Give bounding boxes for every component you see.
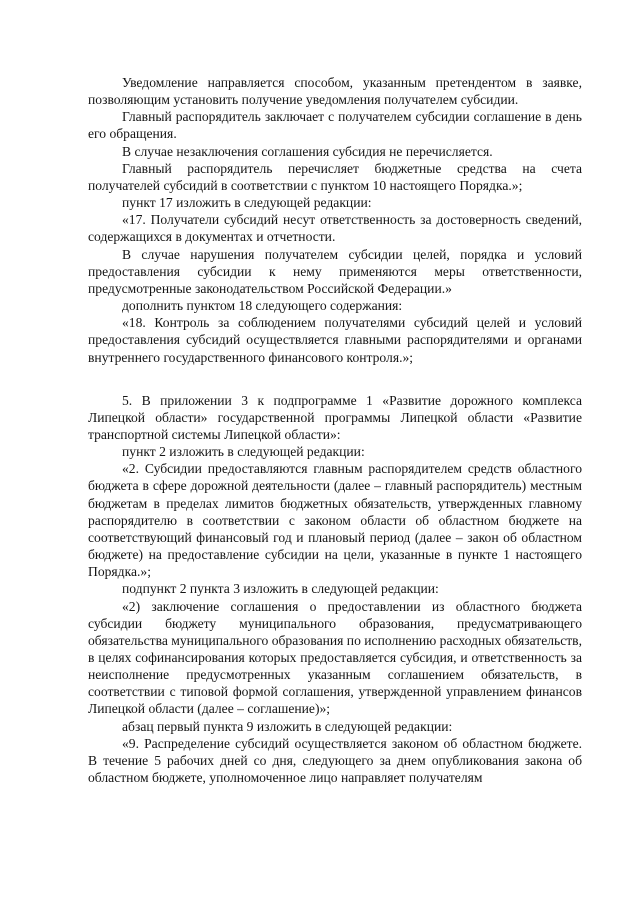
- paragraph-subitem-2-intro: подпункт 2 пункта 3 изложить в следующей редакции:: [122, 581, 439, 597]
- paragraph-section-5: 5. В приложении 3 к подпрограмме 1 «Развитие дорожного комплекса Липецкой области» государственной программы Липецкой области «Развитие транспортной системы Липецкой области»:: [88, 392, 582, 442]
- section-gap: [88, 366, 582, 392]
- paragraph-notification-method: Уведомление направляется способом, указанным претендентом в заявке, позволяющим установить получение уведомления получателем субсидии.: [88, 75, 582, 108]
- paragraph-non-conclusion: В случае незаключения соглашения субсидия не перечисляется.: [122, 143, 493, 159]
- paragraph-item-17-intro: пункт 17 изложить в следующей редакции:: [122, 195, 372, 211]
- paragraph-subitem-2: «2) заключение соглашения о предоставлении из областного бюджета субсидии бюджету муниципального образования, предусматривающего обязательства муниципального образования по исполнению расходных обязательств, в целях софинансирования которых предоставляется субсидия, и ответственность за неисполнение предусмотренных указанным соглашением обязательств, в соответствии с типовой формой соглашения, утвержденной управлением финансов Липецкой области (далее – соглашение)»;: [88, 598, 582, 717]
- paragraph-violation-liability: В случае нарушения получателем субсидии целей, порядка и условий предоставления субсидии к нему применяются меры ответственности, предусмотренные законодательством Российской Федерации.»: [88, 246, 582, 296]
- paragraph-item-2: «2. Субсидии предоставляются главным распорядителем средств областного бюджета в сфере дорожной деятельности (далее – главный распорядитель) местным бюджетам в пределах лимитов бюджетных обязательств, утвержденных главному распорядителю в соответствии с законом области об областном бюджете на соответствующий финансовый год и плановый период (далее – закон об областном бюджете) на предоставление субсидии на цели, указанные в пункте 1 настоящего Порядка.»;: [88, 461, 582, 580]
- paragraph-funds-transfer: Главный распорядитель перечисляет бюджетные средства на счета получателей субсидий в соответствии с пунктом 10 настоящего Порядка.»;: [88, 160, 582, 193]
- paragraph-item-9-intro: абзац первый пункта 9 изложить в следующей редакции:: [122, 718, 453, 734]
- document-page: [88, 74, 582, 786]
- paragraph-item-9: «9. Распределение субсидий осуществляется законом об областном бюджете. В течение 5 рабочих дней со дня, следующего за днем опубликования закона об областном бюджете, уполномоченное лицо направляет получателям: [88, 735, 582, 786]
- paragraph-item-18-intro: дополнить пунктом 18 следующего содержания:: [122, 298, 403, 314]
- paragraph-agreement-conclusion: Главный распорядитель заключает с получателем субсидии соглашение в день его обращения.: [88, 109, 582, 142]
- paragraph-item-18: «18. Контроль за соблюдением получателями субсидий целей и условий предоставления субсидий осуществляется главными распорядителями и органами внутреннего государственного финансового контроля.»;: [88, 315, 582, 365]
- paragraph-item-2-intro: пункт 2 изложить в следующей редакции:: [122, 444, 365, 460]
- paragraph-item-17: «17. Получатели субсидий несут ответственность за достоверность сведений, содержащихся в документах и отчетности.: [88, 212, 582, 245]
